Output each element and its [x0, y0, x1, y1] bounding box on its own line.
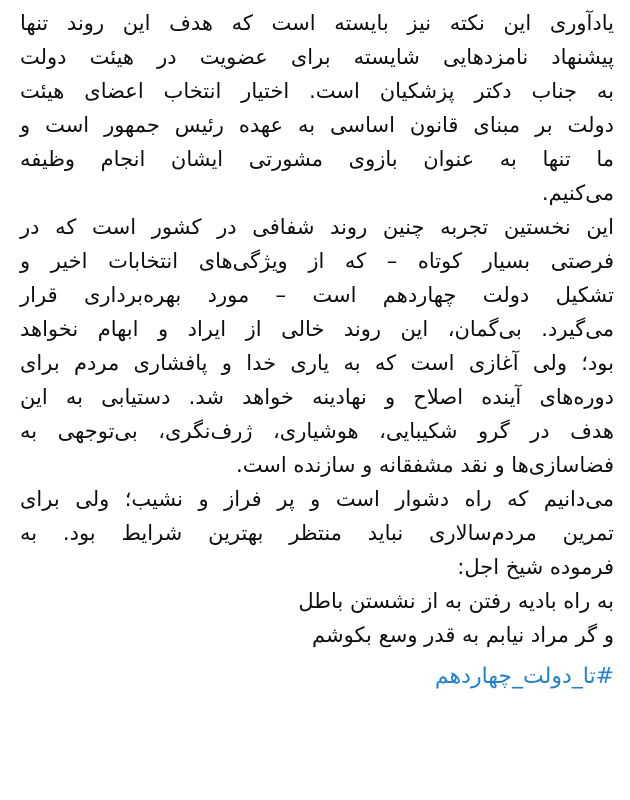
text-line: ما تنها به عنوان بازوی مشورتی ایشان انجام وظیفه [20, 147, 614, 171]
text-line: فرصتی بسیار کوتاه – که از ویژگی‌های انتخابات اخیر و [20, 249, 614, 273]
hashtag-link[interactable]: #تا_دولت_چهاردهم [434, 664, 614, 689]
text-line: تمرین مردم‌سالاری نباید منتظر بهترین شرایط بود. به [20, 521, 614, 545]
poem-line: و گر مراد نیابم به قدر وسع بکوشم [312, 623, 614, 647]
text-line: می‌گیرد. بی‌گمان، این روند خالی از ایراد و ابهام نخواهد [20, 317, 614, 341]
text-line: دولت بر مبنای قانون اساسی به عهده رئیس جمهور است و [20, 113, 614, 137]
poem-line: به راه بادیه رفتن به از نشستن باطل [298, 589, 614, 613]
message-text [20, 6, 614, 652]
text-line: فرموده شیخ اجل: [457, 555, 614, 579]
text-line: می‌کنیم. [541, 181, 614, 205]
text-line: هدف در گرو شکیبایی، هوشیاری، ژرف‌نگری، بی‌توجهی به [20, 419, 614, 443]
text-line: بود؛ ولی آغازی است که به یاری خدا و پافشاری مردم برای [20, 351, 614, 375]
text-line: پیشنهاد نامزدهایی شایسته برای عضویت در هیئت دولت [20, 45, 614, 69]
text-line: به جناب دکتر پزشکیان است. اختیار انتخاب اعضای هیئت [20, 79, 614, 103]
text-line: تشکیل دولت چهاردهم است – مورد بهره‌برداری قرار [20, 283, 614, 307]
text-line: یادآوری این نکته نیز بایسته است که هدف این روند تنها [20, 11, 614, 35]
text-line: می‌دانیم که راه دشوار است و پر فراز و نشیب؛ ولی برای [20, 487, 614, 511]
text-line: این نخستین تجربه چنین روند شفافی در کشور است که در [20, 215, 614, 239]
text-line: دوره‌های آینده اصلاح و نهادینه خواهد شد. دستیابی به این [20, 385, 614, 409]
text-line: فضاسازی‌ها و نقد مشفقانه و سازنده است. [236, 453, 614, 477]
